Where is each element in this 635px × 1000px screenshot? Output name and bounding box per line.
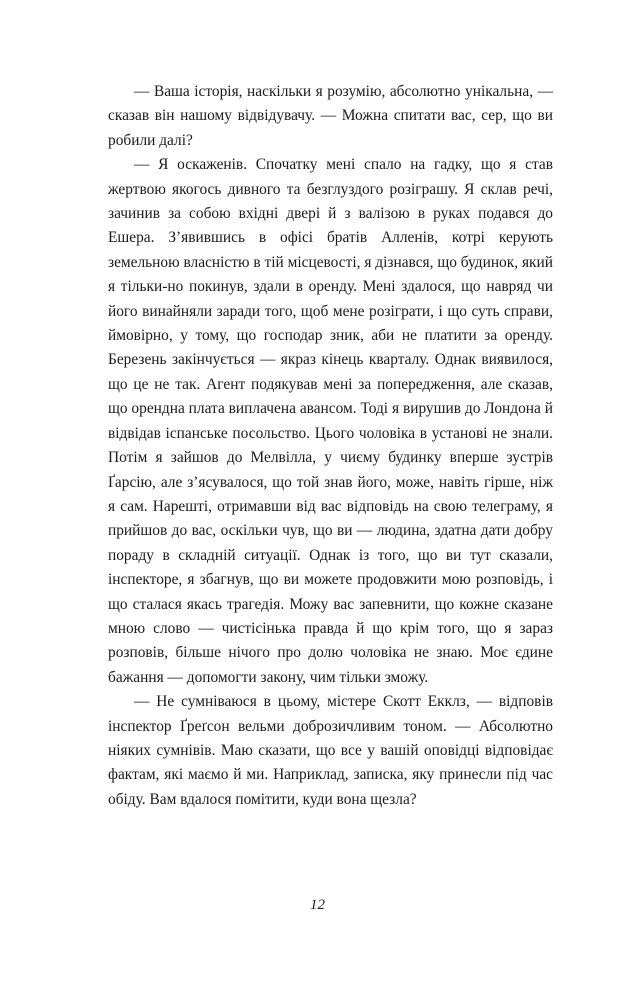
page-number: 12 — [310, 897, 325, 913]
paragraph: — Я оскаженів. Спочатку мені спало на гадку, що я став жертвою якогось дивного та безглуздого розіграшу. Я склав речі, зачинив за собою вхідні двері й з валізою в руках подався до Ешера. З’явившись в офісі братів Алленів, котрі керують земельною власністю в тій місцевості, я дізнався, що будинок, який я тільки-но покинув, здали в оренду. Мені здалося, що навряд чи його винайняли заради того, щоб мене розіграти, і що суть справи, ймовірно, у тому, що господар зник, аби не платити за оренду. Березень закінчується — якраз кінець кварталу. Однак виявилося, що це не так. Агент подякував мені за попередження, але сказав, що орендна плата виплачена авансом. Тоді я вирушив до Лондона й відвідав іспанське посольство. Цього чоловіка в установі не знали. Потім я зайшов до Мелвілла, у чиєму будинку вперше зустрів Ґарсію, але з’ясувалося, що той знав його, може, навіть гірше, ніж я сам. Нарешті, отримавши від вас відповідь на свою телеграму, я прийшов до вас, оскільки чув, що ви — людина, здатна дати добру пораду в складній ситуації. Однак із того, що ви тут сказали, інспекторе, я збагнув, що ви можете продовжити мою розповідь, і що сталася якась трагедія. Можу вас запевнити, що кожне сказане мною слово — чистісінька правда й що крім того, що я зараз розповів, більше нічого про долю чоловіка не знаю. Моє єдине бажання — допомогти закону, чим тільки зможу. — [108, 156, 553, 686]
page-body — [108, 80, 553, 812]
paragraph: — Ваша історія, наскільки я розумію, абсолютно унікальна, — сказав він нашому відвідувачу. — Можна спитати вас, сер, що ви робили далі? — [108, 83, 553, 149]
paragraph: — Не сумніваюся в цьому, містере Скотт Екклз, — відповів інспектор Ґреґсон вельми доброзичливим тоном. — Абсолютно ніяких сумнівів. Маю сказати, що все у вашій оповідці відповідає фактам, які маємо й ми. Наприклад, записка, яку принесли під час обіду. Вам вдалося помітити, куди вона щезла? — [108, 693, 553, 808]
